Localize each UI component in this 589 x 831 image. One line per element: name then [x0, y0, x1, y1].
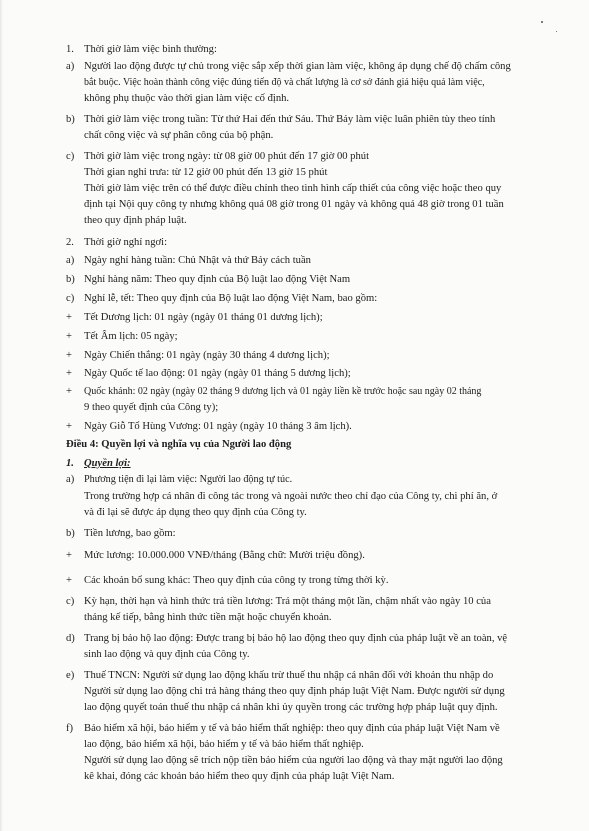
holiday-item: Ngày Giỗ Tổ Hùng Vương: 01 ngày (ngày 10 tháng 3 âm lịch).	[84, 421, 352, 432]
paragraph-line: kê khai, đóng các khoản bảo hiểm theo quy định của pháp luật Việt Nam.	[84, 771, 395, 782]
allowance-line: Các khoản bổ sung khác: Theo quy định của công ty trong từng thời kỳ.	[84, 575, 389, 586]
section-number: 2.	[66, 237, 74, 248]
paragraph-line: Trang bị bảo hộ lao động: Được trang bị bảo hộ lao động theo quy định của pháp luật về an toàn, vệ	[84, 633, 508, 644]
paragraph-line: Người sử dụng lao động sẽ trích nộp tiền bảo hiểm của người lao động và thay mặt người lao động	[84, 755, 503, 766]
bullet-marker: +	[66, 575, 72, 586]
paragraph-line: Người lao động được tự chủ trong việc sắp xếp thời gian làm việc, không áp dụng chế độ chấm công	[84, 61, 511, 72]
bullet-marker: +	[66, 368, 72, 379]
scan-speck	[556, 31, 557, 32]
paragraph-line: Tiền lương, bao gồm:	[84, 528, 176, 539]
subsection-number: 1.	[66, 458, 74, 469]
paragraph-line: Người sử dụng lao động chi trả hàng tháng theo quy định pháp luật Việt Nam. Được người sử dụng	[84, 686, 505, 697]
item-marker: a)	[66, 474, 75, 485]
paragraph-line: Trong trường hợp cá nhân đi công tác trong và ngoài nước theo chỉ đạo của Công ty, chi phí ăn, ở	[84, 491, 498, 502]
article-heading: Điều 4: Quyền lợi và nghĩa vụ của Người lao động	[66, 439, 292, 450]
holiday-item: Ngày Quốc tế lao động: 01 ngày (ngày 01 tháng 5 dương lịch);	[84, 368, 351, 379]
item-marker: b)	[66, 114, 75, 125]
paragraph-line: và đi lại sẽ được áp dụng theo quy định của Công ty.	[84, 507, 307, 518]
paragraph-line: lao động, bảo hiểm xã hội, bảo hiểm y tế và bảo hiểm thất nghiệp.	[84, 739, 364, 750]
bullet-marker: +	[66, 331, 72, 342]
paragraph-line: Thuế TNCN: Người sử dụng lao động khấu trừ thuế thu nhập cá nhân đối với khoản thu nhập do	[84, 670, 494, 681]
item-marker: a)	[66, 61, 75, 72]
item-marker: c)	[66, 596, 75, 607]
bullet-marker: +	[66, 550, 72, 561]
paragraph-line: Thời giờ làm việc trong tuần: Từ thứ Hai đến thứ Sáu. Thứ Bảy làm việc luân phiên tùy theo tính	[84, 114, 496, 125]
item-marker: c)	[66, 151, 75, 162]
section-heading: Thời giờ nghỉ ngơi:	[84, 237, 168, 248]
section-number: 1.	[66, 44, 74, 55]
paragraph-line: Ngày nghỉ hàng tuần: Chủ Nhật và thứ Bảy cách tuần	[84, 255, 311, 266]
holiday-item: Ngày Chiến thắng: 01 ngày (ngày 30 tháng 4 dương lịch);	[84, 350, 330, 361]
holiday-item: Tết Dương lịch: 01 ngày (ngày 01 tháng 01 dương lịch);	[84, 312, 323, 323]
section-heading: Thời giờ làm việc bình thường:	[84, 44, 217, 55]
paragraph-line: Thời gian nghỉ trưa: từ 12 giờ 00 phút đến 13 giờ 15 phút	[84, 167, 328, 178]
item-marker: e)	[66, 670, 75, 681]
item-marker: a)	[66, 255, 75, 266]
paragraph-line: định tại Nội quy công ty nhưng không quá 08 giờ trong 01 ngày và không quá 48 giờ trong 01 tuần	[84, 199, 504, 210]
paragraph-line: tháng kế tiếp, bằng hình thức tiền mặt hoặc chuyển khoản.	[84, 612, 332, 623]
item-marker: b)	[66, 274, 75, 285]
item-marker: c)	[66, 293, 75, 304]
paragraph-line: Bảo hiểm xã hội, bảo hiểm y tế và bảo hiểm thất nghiệp: theo quy định của pháp luật Việt Nam về	[84, 723, 500, 734]
paragraph-line: chất công việc và sự phân công của bộ phận.	[84, 130, 274, 141]
holiday-item: Quốc khánh: 02 ngày (ngày 02 tháng 9 dương lịch và 01 ngày liền kề trước hoặc sau ngày 02 tháng	[84, 386, 482, 397]
bullet-marker: +	[66, 350, 72, 361]
scan-edge-shadow	[0, 0, 3, 831]
bullet-marker: +	[66, 312, 72, 323]
paragraph-line: Phương tiện đi lại làm việc: Người lao động tự túc.	[84, 474, 293, 485]
holiday-item: Tết Âm lịch: 05 ngày;	[84, 331, 178, 342]
scan-speck	[541, 21, 543, 23]
holiday-item-continuation: 9 theo quyết định của Công ty);	[84, 402, 219, 413]
subsection-heading: Quyền lợi:	[84, 458, 131, 469]
paragraph-line: không phụ thuộc vào thời gian làm việc cố định.	[84, 93, 290, 104]
item-marker: f)	[66, 723, 74, 734]
bullet-marker: +	[66, 421, 72, 432]
item-marker: d)	[66, 633, 75, 644]
item-marker: b)	[66, 528, 75, 539]
paragraph-line: theo quy định pháp luật.	[84, 215, 187, 226]
salary-line: Mức lương: 10.000.000 VNĐ/tháng (Bằng chữ: Mười triệu đồng).	[84, 550, 365, 561]
paragraph-line: Thời giờ làm việc trên có thể được điều chỉnh theo tình hình cấp thiết của công việc hoặc theo quy	[84, 183, 502, 194]
paragraph-line: Nghỉ hàng năm: Theo quy định của Bộ luật lao động Việt Nam	[84, 274, 351, 285]
paragraph-line: lao động quyết toán thuế thu nhập cá nhân khi ủy quyền trong các trường hợp pháp luật quy định.	[84, 702, 498, 713]
paragraph-line: bắt buộc. Việc hoàn thành công việc đúng tiến độ và chất lượng là cơ sở đánh giá hiệu quả làm việc,	[84, 77, 485, 88]
paragraph-line: Nghỉ lễ, tết: Theo quy định của Bộ luật lao động Việt Nam, bao gồm:	[84, 293, 378, 304]
paragraph-line: Kỳ hạn, thời hạn và hình thức trả tiền lương: Trả một tháng một lần, chậm nhất vào ngày 10 của	[84, 596, 491, 607]
paragraph-line: sinh lao động và quy định của Công ty.	[84, 649, 250, 660]
bullet-marker: +	[66, 386, 72, 397]
paragraph-line: Thời giờ làm việc trong ngày: từ 08 giờ 00 phút đến 17 giờ 00 phút	[84, 151, 370, 162]
